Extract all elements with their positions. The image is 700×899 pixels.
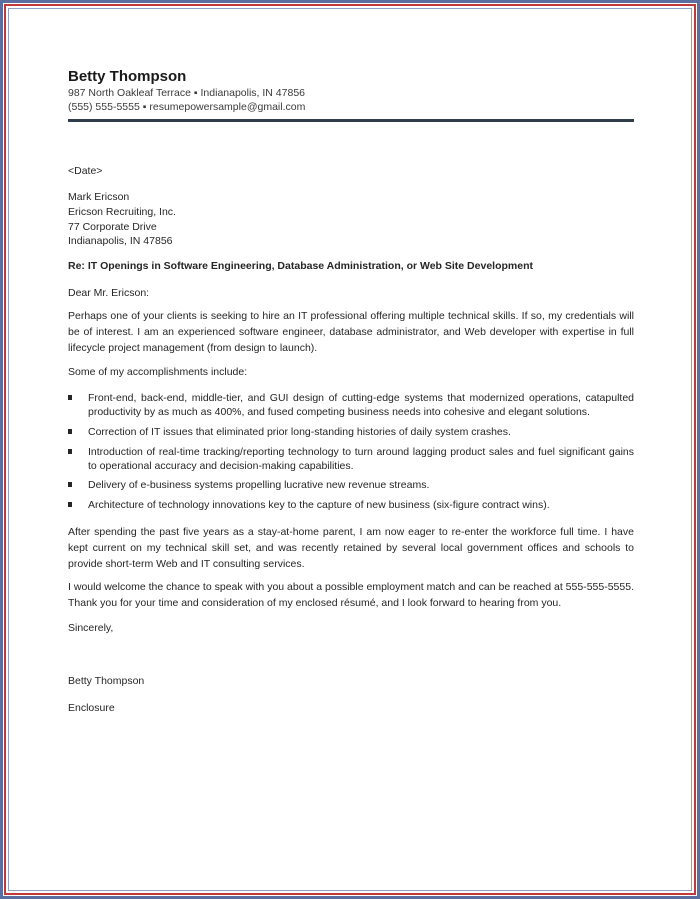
- bullet-icon: [68, 482, 72, 487]
- bullet-icon: [68, 395, 72, 400]
- recipient-company: Ericson Recruiting, Inc.: [68, 206, 176, 218]
- list-item-text: Architecture of technology innovations key to the capture of new business (six-figure contract wins).: [88, 499, 550, 511]
- signature-name: Betty Thompson: [68, 675, 145, 687]
- letter-date: <Date>: [68, 165, 103, 177]
- enclosure-note: Enclosure: [68, 702, 115, 714]
- salutation: Dear Mr. Ericson:: [68, 287, 150, 299]
- sender-contact: (555) 555-5555 ▪ resumepowersample@gmail.com: [68, 101, 306, 113]
- closing: Sincerely,: [68, 622, 114, 634]
- list-item-text: Correction of IT issues that eliminated prior long-standing histories of daily system crashes.: [88, 426, 511, 438]
- header-divider: [68, 119, 634, 122]
- body-paragraph-2: After spending the past five years as a stay-at-home parent, I am now eager to re-enter the workforce full time. I have kept current on my technical skill set, and was recently retained by several local government offices and schools to provide short-term Web and IT consulting services.: [68, 526, 634, 570]
- list-item-text: Introduction of real-time tracking/reporting technology to turn around lagging product sales and fuel significant gains to operational accuracy and decision-making capabilities.: [88, 446, 634, 472]
- recipient-street: 77 Corporate Drive: [68, 221, 157, 233]
- recipient-name: Mark Ericson: [68, 191, 130, 203]
- bullet-icon: [68, 502, 72, 507]
- body-paragraph-3: I would welcome the chance to speak with you about a possible employment match and can be reached at 555-555-5555. Thank you for your time and consideration of my enclosed résumé, and I look forward to hearing from you.: [68, 581, 634, 609]
- intro-paragraph: Perhaps one of your clients is seeking to hire an IT professional offering multiple technical skills. If so, my credentials will be of interest. I am an experienced software engineer, database administrator, and Web developer with expertise in full lifecycle project management (from design to launch).: [68, 310, 634, 354]
- sender-name: Betty Thompson: [68, 68, 187, 85]
- list-item-text: Front-end, back-end, middle-tier, and GUI design of cutting-edge systems that modernized operations, catapulted productivity by as much as 400%, and fused competing business needs into cohesive and elegant solutions.: [88, 392, 634, 418]
- bullet-icon: [68, 449, 72, 454]
- list-item-text: Delivery of e-business systems propelling lucrative new revenue streams.: [88, 479, 430, 491]
- recipient-city: Indianapolis, IN 47856: [68, 235, 173, 247]
- sender-address: 987 North Oakleaf Terrace ▪ Indianapolis, IN 47856: [68, 87, 306, 99]
- accomplishments-intro: Some of my accomplishments include:: [68, 366, 248, 378]
- letter-subject: Re: IT Openings in Software Engineering, Database Administration, or Web Site Development: [68, 260, 533, 272]
- bullet-icon: [68, 429, 72, 434]
